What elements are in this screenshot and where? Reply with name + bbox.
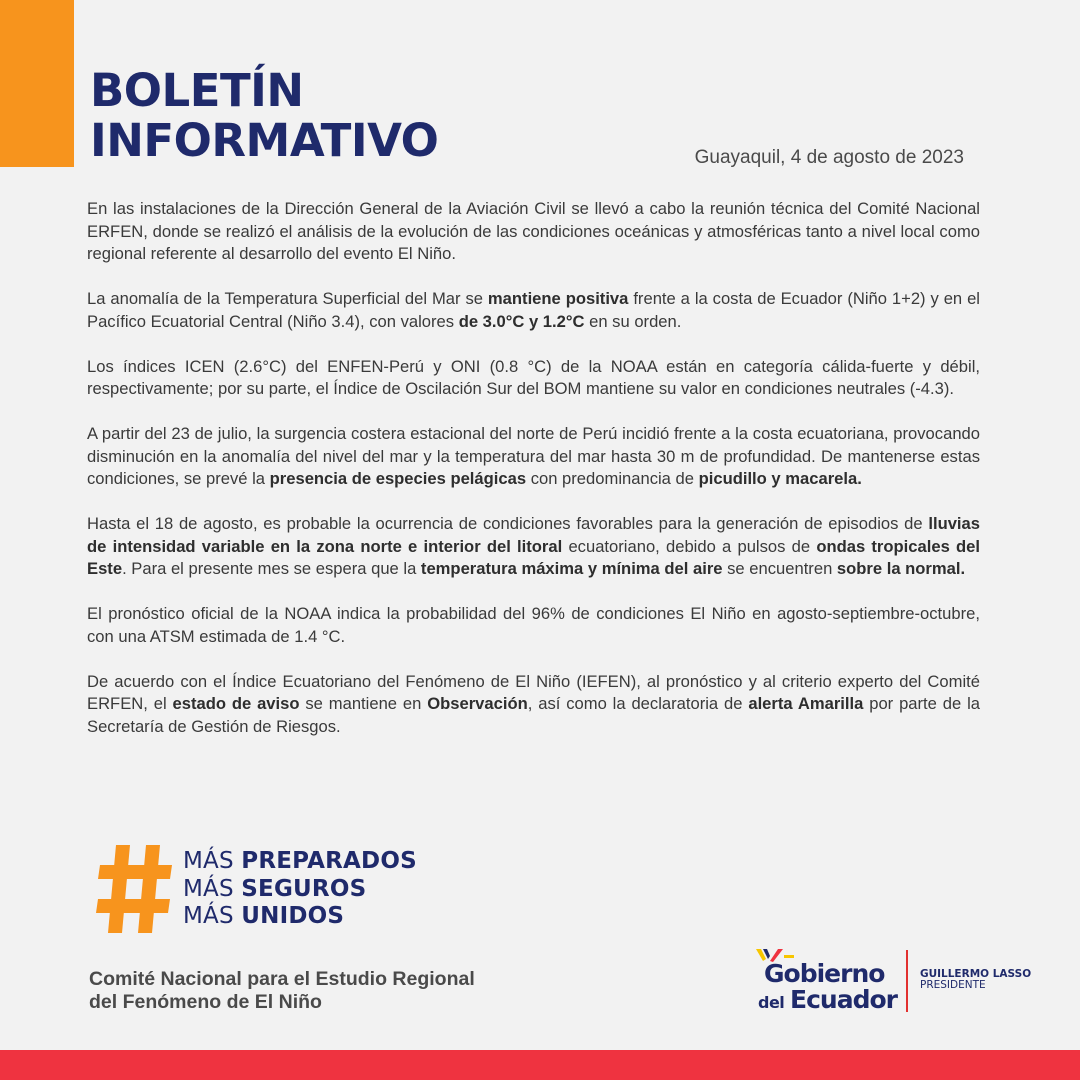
gobierno-word: Gobierno bbox=[764, 959, 885, 988]
president-name: GUILLERMO LASSO bbox=[920, 968, 1032, 980]
paragraph-text: se encuentren bbox=[722, 559, 837, 578]
bulletin-paragraph bbox=[87, 513, 980, 581]
bold-text: sobre la normal. bbox=[836, 559, 966, 578]
bulletin-paragraph bbox=[87, 288, 980, 333]
paragraph-text: por parte de la Secretaría de Gestión de Riesgos. bbox=[87, 694, 980, 736]
committee-name bbox=[89, 968, 475, 1014]
ecuador-word: Ecuador bbox=[790, 985, 897, 1014]
hashtag-icon bbox=[96, 843, 174, 935]
logo-divider bbox=[906, 950, 908, 1012]
slogan-prefix: MÁS bbox=[183, 903, 242, 929]
title-line-2: INFORMATIVO bbox=[90, 114, 439, 167]
paragraph-text: ecuatoriano, debido a pulsos de bbox=[562, 536, 817, 556]
paragraph-text: se mantiene en bbox=[299, 694, 428, 713]
paragraph-text: . Para el presente mes se espera que la bbox=[122, 559, 421, 578]
slogan-prefix: MÁS bbox=[183, 848, 242, 874]
slogan-block bbox=[183, 848, 417, 931]
paragraph-text: Hasta el 18 de agosto, es probable la ocurrencia de condiciones favorables para la generación de episodios de bbox=[87, 514, 929, 533]
bold-text: Observación bbox=[427, 694, 528, 713]
slogan-word: UNIDOS bbox=[241, 903, 345, 929]
paragraph-text: A partir del 23 de julio, la surgencia costera estacional del norte de Perú incidió frente a la costa ecuatoriana, provocando disminución en la anomalía del nivel del mar y la temperatura del mar hasta 30 m de profundidad. De mantenerse estas condiciones, se prevé la bbox=[87, 424, 980, 488]
slogan-prefix: MÁS bbox=[183, 875, 242, 902]
slogan-word: SEGUROS bbox=[241, 875, 367, 902]
president-label bbox=[920, 969, 1031, 991]
page-title bbox=[90, 66, 438, 166]
gobierno-ecuador-logo bbox=[752, 945, 912, 1015]
orange-corner-block bbox=[0, 0, 74, 167]
title-line-1: BOLETÍN bbox=[90, 64, 304, 117]
committee-line-2: del Fenómeno de El Niño bbox=[89, 991, 322, 1013]
bottom-red-bar bbox=[0, 1050, 1080, 1080]
bold-text: picudillo y macarela. bbox=[698, 469, 862, 488]
del-word: del bbox=[758, 993, 785, 1012]
slogan-line bbox=[183, 848, 417, 876]
paragraph-text: frente a la costa de Ecuador (Niño 1+2) y en el Pacífico Ecuatorial Central (Niño 3.4), con valores bbox=[87, 289, 980, 331]
committee-line-1: Comité Nacional para el Estudio Regional bbox=[89, 968, 475, 990]
bulletin-paragraph bbox=[87, 423, 980, 491]
bulletin-paragraph bbox=[87, 603, 980, 648]
bulletin-body bbox=[87, 198, 980, 761]
bulletin-paragraph bbox=[87, 356, 980, 401]
slogan-line bbox=[183, 903, 417, 931]
paragraph-text: , así como la declaratoria de bbox=[527, 694, 749, 713]
paragraph-text: En las instalaciones de la Dirección General de la Aviación Civil se llevó a cabo la reunión técnica del Comité Nacional ERFEN, donde se realizó el análisis de la evolución de las condiciones oceánicas y atmosféricas tanto a nivel local como regional referente al desarrollo del evento El Niño. bbox=[87, 199, 980, 263]
paragraph-text: De acuerdo con el Índice Ecuatoriano del Fenómeno de El Niño (IEFEN), al pronóstico y al criterio experto del Comité ERFEN, el bbox=[87, 671, 980, 713]
president-role: PRESIDENTE bbox=[920, 979, 986, 991]
bold-text: estado de aviso bbox=[172, 694, 300, 713]
bold-text: presencia de especies pelágicas bbox=[269, 469, 527, 488]
bold-text: ondas tropicales del Este bbox=[87, 536, 980, 578]
bold-text: mantiene positiva bbox=[487, 289, 629, 308]
bold-text: lluvias de intensidad variable en la zona norte e interior del litoral bbox=[87, 514, 980, 556]
bold-text: temperatura máxima y mínima del aire bbox=[420, 559, 723, 578]
bold-text: alerta Amarilla bbox=[748, 694, 864, 713]
paragraph-text: con predominancia de bbox=[526, 469, 699, 488]
paragraph-text: Los índices ICEN (2.6°C) del ENFEN-Perú y ONI (0.8 °C) de la NOAA están en categoría cálida-fuerte y débil, respectivamente; por su parte, el Índice de Oscilación Sur del BOM mantiene su valor en condiciones neutrales (-4.3). bbox=[87, 356, 980, 398]
bulletin-paragraph bbox=[87, 198, 980, 266]
paragraph-text: en su orden. bbox=[584, 311, 682, 331]
bold-text: de 3.0°C y 1.2°C bbox=[458, 311, 585, 331]
paragraph-text: El pronóstico oficial de la NOAA indica la probabilidad del 96% de condiciones El Niño en agosto-septiembre-octubre, con una ATSM estimada de 1.4 °C. bbox=[87, 604, 980, 646]
slogan-line bbox=[183, 876, 417, 904]
bulletin-paragraph bbox=[87, 671, 980, 739]
paragraph-text: La anomalía de la Temperatura Superficial del Mar se bbox=[87, 289, 488, 308]
slogan-word: PREPARADOS bbox=[241, 848, 417, 874]
bulletin-date: Guayaquil, 4 de agosto de 2023 bbox=[694, 147, 964, 168]
